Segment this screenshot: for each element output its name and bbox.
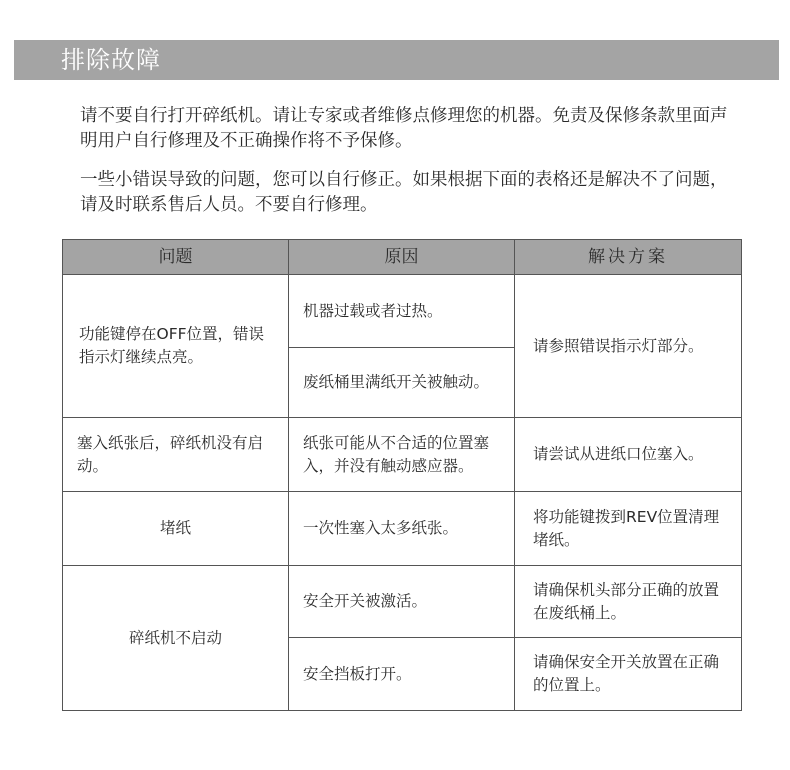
header-problem: 问题 (63, 240, 289, 275)
solution-cell: 请确保安全开关放置在正确的位置上。 (515, 638, 742, 711)
intro-paragraph-1: 请不要自行打开碎纸机。请让专家或者维修点修理您的机器。免责及保修条款里面声明用户自行修理及不正确操作将不予保修。 (80, 106, 728, 151)
table-row (63, 418, 742, 492)
section-title: 排除故障 (61, 46, 161, 74)
intro-paragraph-2: 一些小错误导致的问题，您可以自行修正。如果根据下面的表格还是解决不了问题，请及时联系售后人员。不要自行修理。 (80, 170, 728, 215)
problem-cell: 碎纸机不启动 (63, 566, 289, 711)
problem-cell: 功能键停在OFF位置，错误指示灯继续点亮。 (63, 275, 289, 418)
solution-cell: 请参照错误指示灯部分。 (515, 275, 742, 418)
table-row (63, 275, 742, 348)
cause-cell: 一次性塞入太多纸张。 (289, 492, 515, 566)
table-row (63, 566, 742, 638)
problem-cell: 堵纸 (63, 492, 289, 566)
cause-cell: 安全挡板打开。 (289, 638, 515, 711)
solution-cell: 将功能键拨到REV位置清理堵纸。 (515, 492, 742, 566)
table-row (63, 492, 742, 566)
solution-cell: 请尝试从进纸口位塞入。 (515, 418, 742, 492)
cause-cell: 纸张可能从不合适的位置塞入，并没有触动感应器。 (289, 418, 515, 492)
cause-cell: 安全开关被激活。 (289, 566, 515, 638)
table-header-row (63, 240, 742, 275)
problem-cell: 塞入纸张后，碎纸机没有启动。 (63, 418, 289, 492)
cause-cell: 机器过载或者过热。 (289, 275, 515, 348)
section-title-bar (14, 40, 779, 80)
header-cause: 原因 (289, 240, 515, 275)
troubleshooting-table (62, 239, 742, 711)
cause-cell: 废纸桶里满纸开关被触动。 (289, 348, 515, 418)
solution-cell: 请确保机头部分正确的放置在废纸桶上。 (515, 566, 742, 638)
header-solution: 解决方案 (515, 240, 742, 275)
